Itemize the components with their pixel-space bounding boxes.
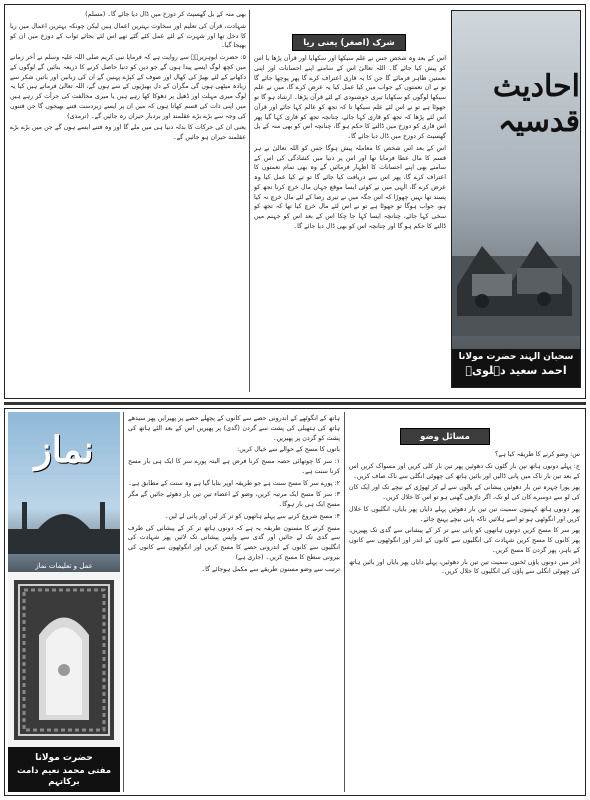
top-right-para: یعنی ان کی حرکات کا بدلہ دنیا ہی میں ملے گا اور وہ فتنے ایسے ہوں گے جن میں بڑے بڑے عقلمند حیران ہو جائیں گے۔ (10, 124, 246, 141)
bottom-author-caption (8, 747, 120, 792)
top-right-para: بھی منہ کے بل گھسیٹ کر دوزخ میں ڈال دیا جائے گا۔ (مسلم) (85, 11, 246, 18)
prayer-rug-illustration (14, 580, 114, 740)
bottom-author-name: مفتی محمد نعیم دامت برکاتہم (17, 766, 111, 787)
bottom-title-panel (8, 412, 120, 792)
bottom-middle-para: باتوں کا مسح کے حوالے سے خیال کریں: (237, 446, 340, 454)
bottom-middle-para: ۲: پورے سر کا مسح سنت ہے جو طریقہ اوپر بتایا گیا ہے وہ سنت کے مطابق ہے۔ (128, 479, 340, 487)
top-middle-para: اس کے بعد وہ شخص جس نے علم سیکھا اور سکھایا اور قرآن پڑھا یا اس کو پیش کیا جائے گا۔ اللہ تعالیٰ اس کے سامنے اپنے احسانات اور اپنی نعمتیں ظاہر فرمائے گا جن کا یہ قاری اعتراف کرے گا پھر پوچھا جائے گا تو نے ان نعمتوں کے جواب میں کیا عمل کیا یہ عرض کرے گا، میں نے علم سیکھا لوگوں کو سکھایا تیری خوشنودی کے لئے قرآن پڑھا۔ ارشاد ہو گا تو جھوٹا ہے تو نے اس لئے علم سیکھا تا کہ تجھ کو عالم کہا جائے اور قرآن اس لئے پڑھا کہ تجھ کو قاری کہا جائے، چنانچہ تجھ کو قاری کہا گیا پھر اس قاری کو دوزخ میں ڈالنے کا حکم ہو گا، چنانچہ اس کو بھی منہ کے بل گھسیٹ کر دوزخ میں ڈال دیا جائے گا۔ (254, 55, 446, 140)
bottom-middle-para: ہاتھ کے انگوٹھے کے اندرونی حصے سے کانوں کے پچھلے حصے پر پھیرایں پھر سیدھے ہاتھ کی ہتھیلی کی پشت سے گردن (گدی) پر پھیریں اس کے بعد الٹے ہاتھ کی پشت کو گردن پر پھیریں۔ (128, 415, 340, 442)
calligraphy-caption: عمل و تعلیمات نماز (35, 562, 93, 570)
bottom-author-prefix: حضرت مولانا (35, 753, 93, 763)
bottom-middle-para: مسح کرنے کا مسنون طریقہ یہ ہے کہ دونوں ہاتھ تر کر کے پیشانی کی طرف سے گدی تک لے جائیں اور گدی سے واپس پیشانی تک لائیں پھر شہادت کی انگلیوں سے کانوں کے اندرونی حصے کا مسح کریں اور انگوٹھوں سے کانوں کی بیرونی سطح کا مسح کریں۔ (جاری ہے) (128, 524, 340, 561)
bottom-middle-para: ترتیب سے وضو مسنون طریقے سے مکمل ہوجائے گا۔ (201, 565, 340, 573)
bottom-right-para: ج: پہلے دونوں ہاتھ تین بار گٹوں تک دھوئیں پھر تین بار کلی کریں اور مسواک کریں اس کے بعد تین بار ناک میں پانی ڈالیں اور بائیں ہاتھ کی چھوٹی انگلی سے ناک صاف کریں۔ (349, 462, 580, 480)
sky-scene (8, 412, 120, 572)
bottom-middle-column (128, 414, 340, 792)
bottom-article-title: نماز (34, 429, 94, 471)
bottom-middle-para: ۳: سر کا مسح ایک مرتبہ کریں، وضو کے اعضاء تین تین بار دھوئے جائیں گے مگر مسح ایک ہی بار ہوگا۔ (128, 491, 340, 508)
column-divider (123, 412, 124, 792)
top-middle-column (254, 54, 446, 394)
column-divider (249, 10, 250, 392)
bottom-middle-para: ۱: سر کا چوتھائی حصہ مسح کرنا فرض ہے البتہ پورے سر کا ایک ہی بار مسح کرنا سنت ہے۔ (128, 458, 340, 475)
top-article-title: احادیث قدسیہ (492, 69, 580, 139)
column-divider (344, 412, 345, 792)
top-author-caption (452, 349, 580, 387)
bottom-right-para: آخر میں دونوں پاؤں ٹخنوں سمیت تین تین بار دھوئیں، پہلے دایاں پھر بایاں اور بائیں ہاتھ کی چھوٹی انگلی سے پاؤں کی انگلیوں کا خلال کریں۔ (349, 558, 580, 576)
top-author-name: احمد سعید دہلویؒ (465, 364, 567, 377)
bottom-right-para: پھر سر کا مسح کریں دونوں ہاتھوں کو پانی سے تر کر کے پیشانی سے گدی تک پھیریں، پھر کانوں کا مسح کریں شہادت کی انگلیوں سے کانوں کے اندر اور انگوٹھوں سے کانوں کے باہر، پھر گردن کا مسح کریں۔ (349, 527, 580, 554)
bottom-right-para: س: وضو کرنے کا طریقہ کیا ہے؟ (495, 451, 580, 458)
bottom-right-para: پھر دونوں ہاتھ کہنیوں سمیت تین تین بار دھوئیں پہلے دایاں پھر بایاں، انگلیوں کا خلال کریں اور انگوٹھی ہو تو اسے ہلائیں تاکہ پانی نیچے پہنچ جائے۔ (349, 505, 580, 523)
bottom-middle-para: ۴: مسح شروع کرنے سے پہلے ہاتھوں کو تر کر لیں اور پانی لے لیں۔ (164, 512, 340, 520)
caravan-illustration (452, 186, 580, 336)
mosque-silhouette (8, 484, 120, 554)
bottom-right-column (349, 450, 580, 792)
top-right-para: شہادت، قرآن کی تعلیم اور سخاوت بہترین اعمال ہیں لیکن چونکہ بہترین اعمال میں ریا کا دخل تھا اور شہرت کے لئے عمل کئے گئے تھے اس لئے بجائے ثواب کے دوزخ میں ان کو بھیجا گیا۔ (10, 22, 246, 50)
top-section-heading: شرک (اصغر) یعنی ریا (292, 34, 406, 51)
section-divider (4, 402, 586, 405)
top-title-panel (451, 10, 581, 388)
top-right-column (10, 10, 246, 395)
bottom-section-heading: مسائل وضو (400, 428, 490, 445)
top-right-para: ۵: حضرت ابوہریرہؓ سے روایت ہے کہ فرمایا نبی کریم صلی اللہ علیہ وسلم نے آخر زمانے میں کچھ لوگ ایسے پیدا ہوں گے جو دین کو دنیا حاصل کرنے کا ذریعہ بنائیں گے لوگوں کے دکھانے کے لئے بھیڑ کی کھال اور صوف کے کپڑے پہنیں گے ان کی زبانیں اور باتیں شکر سے زیادہ میٹھی ہوں گی مگران کے دل بھیڑیوں کے سے ہوں گے، اللہ تعالیٰ فرماتے ہیں کیا یہ لوگ میری مہلت اور ڈھیل پر دھوکا کھا رہے ہیں یا میری مخالفت کی جرأت کر رہے ہیں میں اپنی ذات کی قسم کھاتا ہوں کہ میں ان پر ایسے زبردست فتنے بھیجوں گا جن فتنوں کی وجہ سے بڑے بڑے عقلمند اور بردبار حیران رہ جائیں گے۔ (ترمذی) (10, 54, 246, 120)
top-middle-para: اس کے بعد اس شخص کا معاملہ پیش ہوگا جس کو اللہ تعالیٰ نے ہر قسم کا مال عطا فرمایا تھا اور اس پر دنیا میں کشادگی کی اس کے سامنے بھی اپنے احسانات کا اظہار فرمائیں گے وہ بھی تمام نعمتوں کا اعتراف کرے گا، پھر اس سے دریافت کیا جائے گا تو نے کیا عمل کیا وہ عرض کرے گا، الٰہی میں نے کوئی ایسا موقع جہاں مال خرچ کرنا تجھ کو پسند تھا نہیں چھوڑا کہ اس جگہ میں نے تیری رضا کے لئے مال خرچ نہ کیا ہو، جواب ہوگا تو جھوٹا ہے تو نے اس لئے مال خرچ کیا تھا کہ تجھ کو سخی کہا جائے، چنانچہ ایسا کہا جا چکا اس کے بعد اس کو جہنم میں ڈالنے کا حکم ہو گا اور چنانچہ اس کو بھی ڈال دیا جائے گا۔ (254, 144, 446, 230)
top-author-prefix: سحبان الہند حضرت مولانا (458, 352, 574, 362)
bottom-right-para: پھر پورا چہرہ تین بار دھوئیں پیشانی کے بالوں سے لے کر ٹھوڑی کے نیچے تک اور ایک کان کی لو سے دوسرے کان کی لو تک، اگر داڑھی گھنی ہو تو اس کا خلال کریں۔ (349, 484, 580, 501)
